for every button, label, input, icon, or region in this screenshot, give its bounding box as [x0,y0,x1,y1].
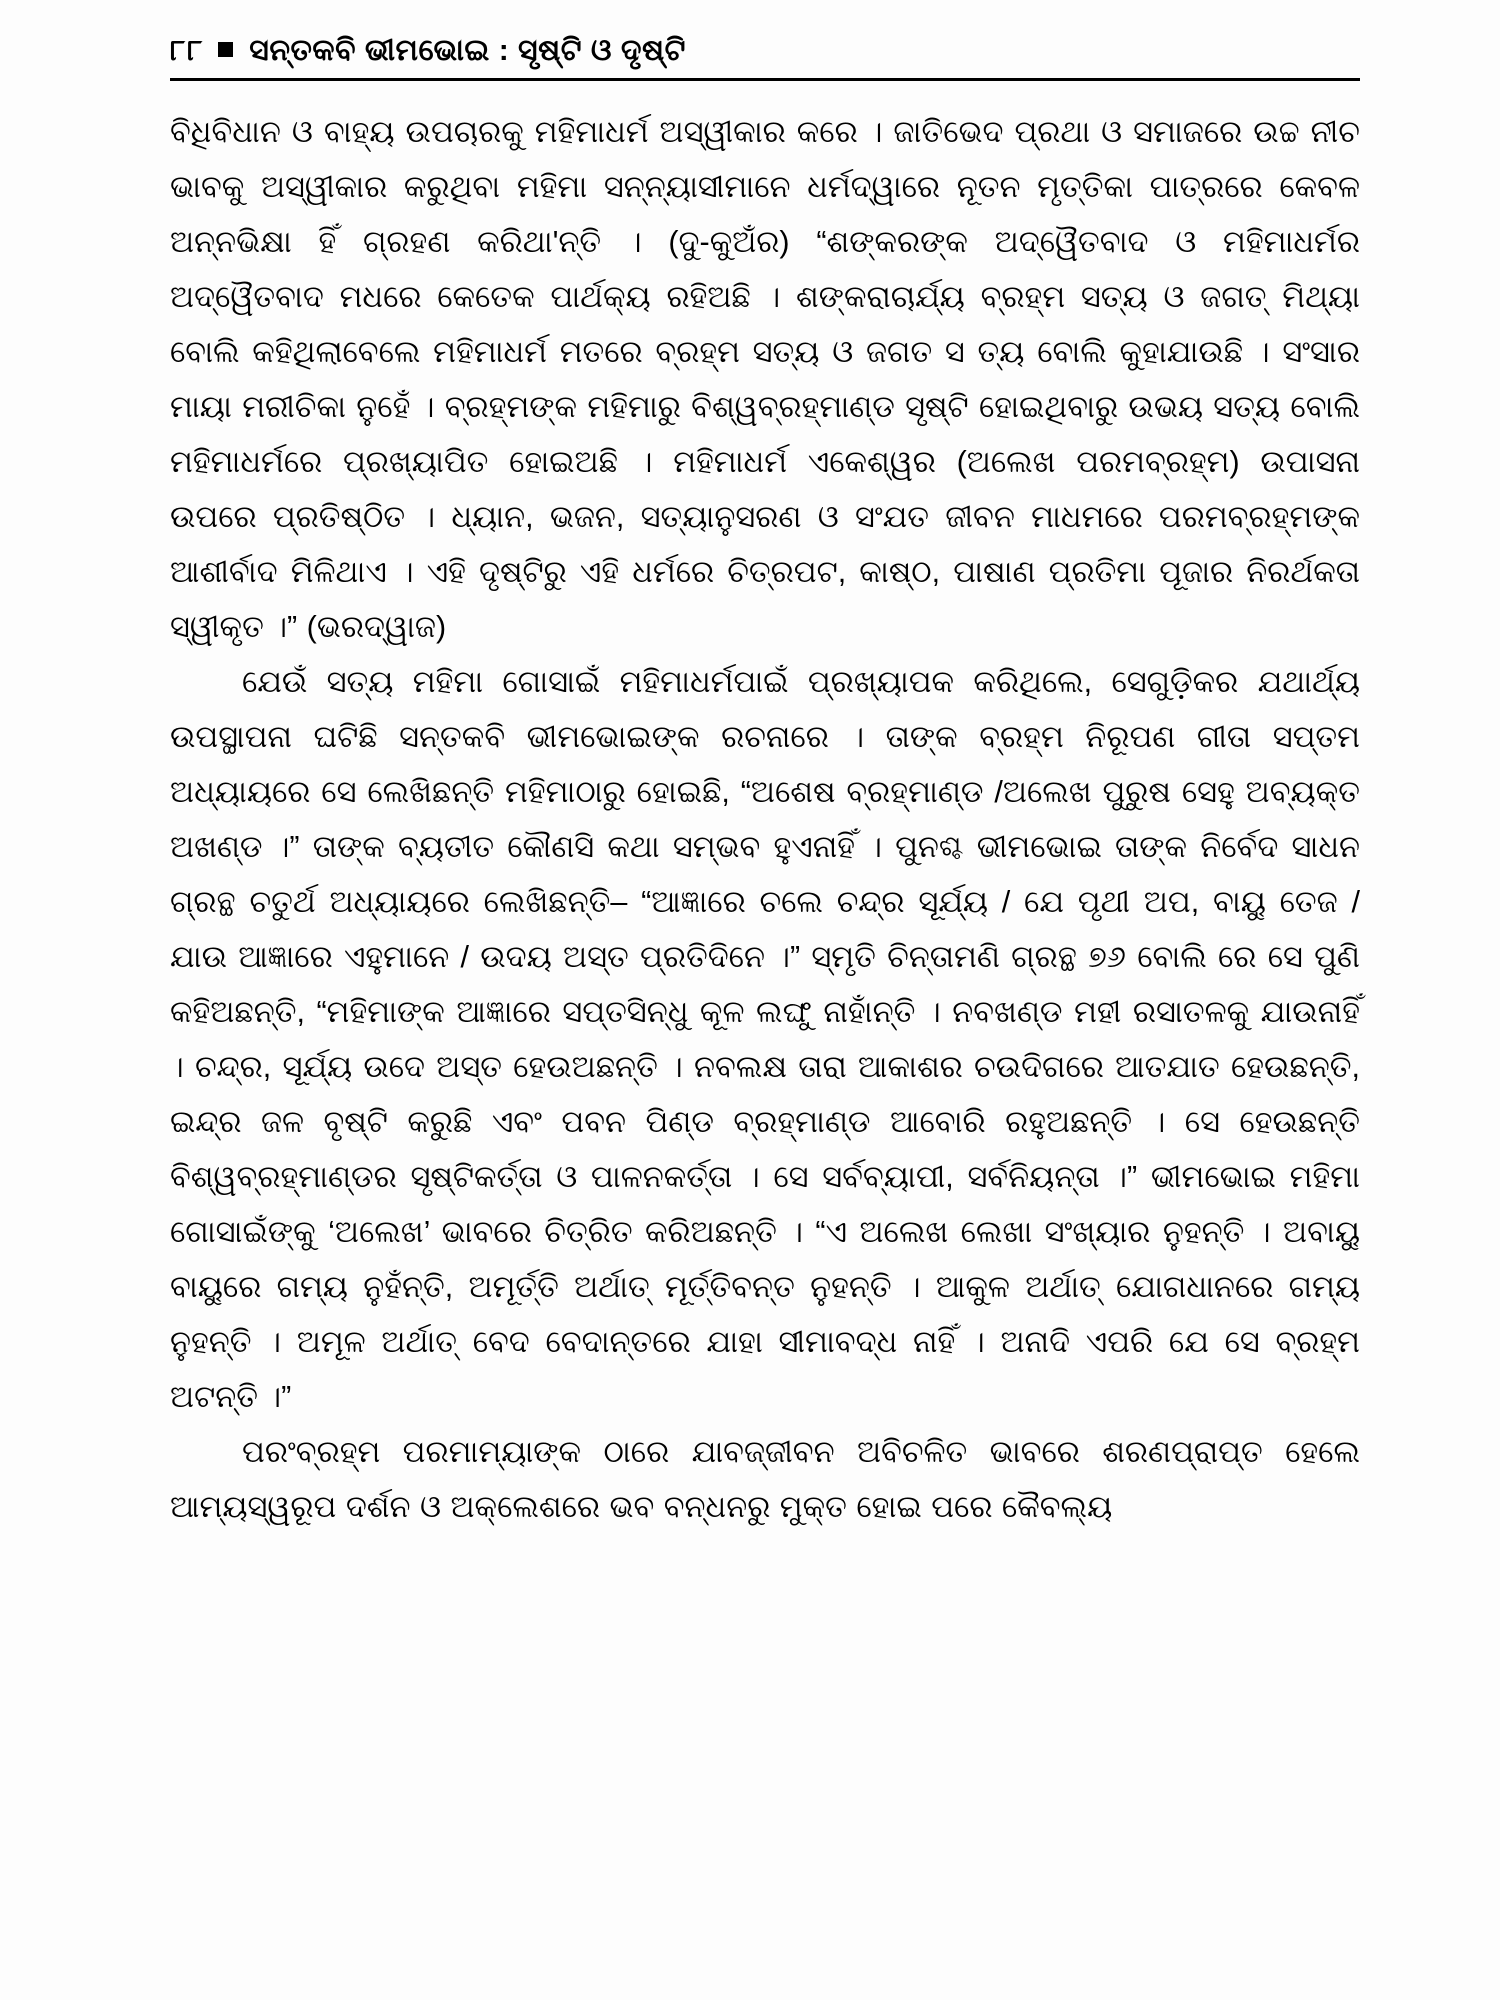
paragraph: ବିଧିବିଧାନ ଓ ବାହ୍ୟ ଉପଚାରକୁ ମହିମାଧର୍ମ ଅସ୍ୱୀକାର କରେ । ଜାତିଭେଦ ପ୍ରଥା ଓ ସମାଜରେ ଉଚ୍ଚ ନୀଚ ଭାବକୁ ଅସ୍ୱୀକାର କରୁଥିବା ମହିମା ସନ୍ନ୍ୟାସୀମାନେ ଧର୍ମଦ୍ୱାରେ ନୂତନ ମୃତ୍ତିକା ପାତ୍ରରେ କେବଳ ଅନ୍ନଭିକ୍ଷା ହିଁ ଗ୍ରହଣ କରିଥା'ନ୍ତି । (ଦୁ-କୁଅଁର) “ଶଙ୍କରଙ୍କ ଅଦ୍ୱୈତବାଦ ଓ ମହିମାଧର୍ମର ଅଦ୍ୱୈତବାଦ ମଧରେ କେତେକ ପାର୍ଥକ୍ୟ ରହିଅଛି । ଶଙ୍କରାଚାର୍ଯ୍ୟ ବ୍ରହ୍ମ ସତ୍ୟ ଓ ଜଗତ୍ ମିଥ୍ୟା ବୋଲି କହିଥିଲାବେଲେ ମହିମାଧର୍ମ ମତରେ ବ୍ରହ୍ମ ସତ୍ୟ ଓ ଜଗତ ସ ତ୍ୟ ବୋଲି କୁହାଯାଉଛି । ସଂସାର ମାୟା ମରୀଚିକା ନୁହେଁ । ବ୍ରହ୍ମଙ୍କ ମହିମାରୁ ବିଶ୍ୱବ୍ରହ୍ମାଣ୍ଡ ସୃଷ୍ଟି ହୋଇଥିବାରୁ ଉଭୟ ସତ୍ୟ ବୋଲି ମହିମାଧର୍ମରେ ପ୍ରଖ୍ୟାପିତ ହୋଇଅଛି । ମହିମାଧର୍ମ ଏକେଶ୍ୱର (ଅଲେଖ ପରମବ୍ରହ୍ମ) ଉପାସନା ଉପରେ ପ୍ରତିଷ୍ଠିତ । ଧ୍ୟାନ, ଭଜନ, ସତ୍ୟାନୁସରଣ ଓ ସଂଯତ ଜୀବନ ମାଧମରେ ପରମବ୍ରହ୍ମଙ୍କ ଆଶୀର୍ବାଦ ମିଳିଥାଏ । ଏହି ଦୃଷ୍ଟିରୁ ଏହି ଧର୍ମରେ ଚିତ୍ରପଟ, କାଷ୍ଠ, ପାଷାଣ ପ୍ରତିମା ପୂଜାର ନିରର୍ଥକତା ସ୍ୱୀକୃତ ।” (ଭରଦ୍ୱାଜ) [170,115,1360,644]
page-number: ୮୮ [170,35,205,67]
page-content [170,34,1360,1535]
running-head-title: ସନ୍ତକବି ଭୀମଭୋଇ : ସୃଷ୍ଟି ଓ ଦୃଷ୍ଟି [249,34,686,67]
body-text [170,105,1360,1535]
paragraph: ଯେଉଁ ସତ୍ୟ ମହିମା ଗୋସାଇଁ ମହିମାଧର୍ମପାଇଁ ପ୍ରଖ୍ୟାପକ କରିଥିଲେ, ସେଗୁଡ଼ିକର ଯଥାର୍ଥ୍ୟ ଉପସ୍ଥାପନା ଘଟିଛି ସନ୍ତକବି ଭୀମଭୋଇଙ୍କ ରଚନାରେ । ତାଙ୍କ ବ୍ରହ୍ମ ନିରୂପଣ ଗୀତା ସପ୍ତମ ଅଧ୍ୟାୟରେ ସେ ଲେଖିଛନ୍ତି ମହିମାଠାରୁ ହୋଇଛି, “ଅଶେଷ ବ୍ରହ୍ମାଣ୍ଡ /ଅଲେଖ ପୁରୁଷ ସେହୁ ଅବ୍ୟକ୍ତ ଅଖଣ୍ଡ ।” ତାଙ୍କ ବ୍ୟତୀତ କୌଣସି କଥା ସମ୍ଭବ ହୁଏନାହିଁ । ପୁନଶ୍ଚ ଭୀମଭୋଇ ତାଙ୍କ ନିର୍ବେଦ ସାଧନ ଗ୍ରନ୍ଥ ଚତୁର୍ଥ ଅଧ୍ୟାୟରେ ଲେଖିଛନ୍ତି– “ଆଜ୍ଞାରେ ଚଲେ ଚନ୍ଦ୍ର ସୂର୍ଯ୍ୟ / ଯେ ପୃଥୀ ଅପ, ବାୟୁ ତେଜ / ଯାଉ ଆଜ୍ଞାରେ ଏହୁମାନେ / ଉଦୟ ଅସ୍ତ ପ୍ରତିଦିନେ ।” ସ୍ମୃତି ଚିନ୍ତାମଣି ଗ୍ରନ୍ଥ ୭୬ ବୋଲି ରେ ସେ ପୁଣି କହିଅଛନ୍ତି, “ମହିମାଙ୍କ ଆଜ୍ଞାରେ ସପ୍ତସିନ୍ଧୁ କୂଳ ଲଙ୍ଘୁ ନାହାଁନ୍ତି । ନବଖଣ୍ଡ ମହୀ ରସାତଳକୁ ଯାଉନାହିଁ । ଚନ୍ଦ୍ର, ସୂର୍ଯ୍ୟ ଉଦେ ଅସ୍ତ ହେଉଅଛନ୍ତି । ନବଲକ୍ଷ ତାରା ଆକାଶର ଚଉଦିଗରେ ଆତଯାତ ହେଉଛନ୍ତି, ଇନ୍ଦ୍ର ଜଳ ବୃଷ୍ଟି କରୁଛି ଏବଂ ପବନ ପିଣ୍ଡ ବ୍ରହ୍ମାଣ୍ଡ ଆବୋରି ରହୁଅଛନ୍ତି । ସେ ହେଉଛନ୍ତି ବିଶ୍ୱବ୍ରହ୍ମାଣ୍ଡର ସୃଷ୍ଟିକର୍ତ୍ତା ଓ ପାଳନକର୍ତ୍ତା । ସେ ସର୍ବବ୍ୟାପୀ, ସର୍ବନିୟନ୍ତା ।” ଭୀମଭୋଇ ମହିମା ଗୋସାଇଁଙ୍କୁ ‘ଅଲେଖ’ ଭାବରେ ଚିତ୍ରିତ କରିଅଛନ୍ତି । “ଏ ଅଲେଖ ଲେଖା ସଂଖ୍ୟାର ନୁହନ୍ତି । ଅବାୟୁ ବାୟୁରେ ଗମ୍ୟ ନୁହଁନ୍ତି, ଅମୂର୍ତ୍ତି ଅର୍ଥାତ୍ ମୂର୍ତ୍ତିବନ୍ତ ନୁହନ୍ତି । ଆକୁଳ ଅର୍ଥାତ୍ ଯୋଗଧାନରେ ଗମ୍ୟ ନୁହନ୍ତି । ଅମୂଳ ଅର୍ଥାତ୍ ବେଦ ବେଦାନ୍ତରେ ଯାହା ସୀମାବଦ୍ଧ ନାହିଁ । ଅନାଦି ଏପରି ଯେ ସେ ବ୍ରହ୍ମ ଅଟନ୍ତି ।” [170,665,1360,1414]
header-divider [170,78,1360,81]
page-header [170,34,1360,68]
paragraph: ପରଂବ୍ରହ୍ମ ପରମାମ୍ୟାଙ୍କ ଠାରେ ଯାବଜ୍ଜୀବନ ଅବିଚଳିତ ଭାବରେ ଶରଣପ୍ରାପ୍ତ ହେଲେ ଆମ୍ୟସ୍ୱରୂପ ଦର୍ଶନ ଓ ଅକ୍ଲେଶରେ ଭବ ବନ୍ଧନରୁ ମୁକ୍ତ ହୋଇ ପରେ କୈବଲ୍ୟ [170,1435,1360,1524]
square-bullet-icon [218,42,233,57]
